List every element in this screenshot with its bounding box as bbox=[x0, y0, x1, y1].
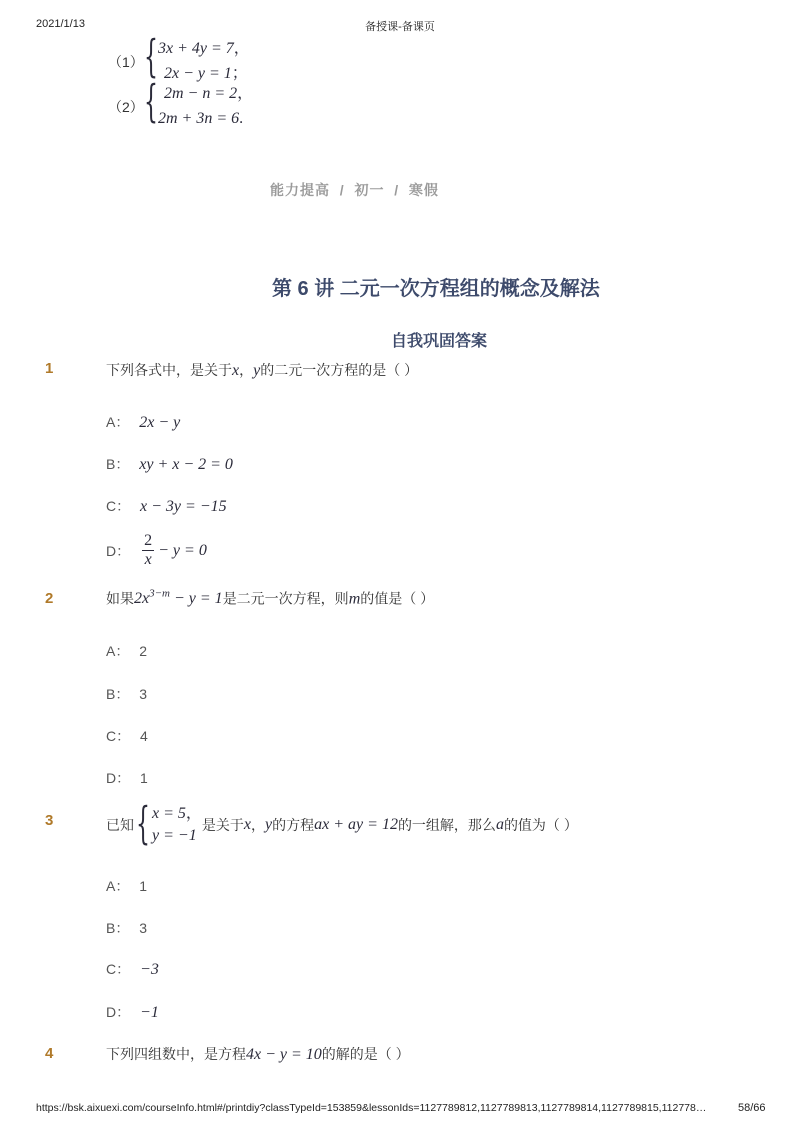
footer-url[interactable]: https://bsk.aixuexi.com/courseInfo.html#/printdiy?classTypeId=153859&lessonIds=1127789812,1127789813,1127789814,1127789815,112778… bbox=[36, 1102, 707, 1114]
left-brace-icon: { bbox=[136, 800, 150, 850]
text-segment: 的值是（ ） bbox=[360, 590, 435, 607]
option-c[interactable] bbox=[106, 726, 148, 746]
header-title: 备授课-备课页 bbox=[365, 21, 435, 33]
separator: ， bbox=[237, 85, 254, 102]
math-variable: x bbox=[232, 362, 240, 379]
separator: . bbox=[239, 110, 244, 127]
question-text bbox=[106, 1044, 410, 1064]
system-equation: x = 5 bbox=[152, 805, 186, 822]
system-equation: 2x − y = 1 bbox=[164, 65, 232, 82]
text-segment: 的方程 bbox=[272, 817, 315, 833]
option-d[interactable] bbox=[106, 1002, 159, 1022]
breadcrumb: 能力提高 / 初一 / 寒假 bbox=[270, 182, 439, 198]
math-variable: m bbox=[348, 590, 361, 608]
option-a[interactable] bbox=[106, 412, 180, 432]
math-expression: 4x − y = 10 bbox=[246, 1046, 322, 1063]
option-b[interactable] bbox=[106, 918, 147, 938]
option-value: 2 bbox=[139, 643, 148, 659]
header-date: 2021/1/13 bbox=[36, 18, 85, 30]
text-segment: 是二元一次方程，则 bbox=[222, 590, 349, 607]
separator: ， bbox=[233, 40, 250, 57]
text-segment: 的一组解，那么 bbox=[397, 817, 496, 833]
expression-base: 2x bbox=[134, 590, 150, 608]
option-label: C： bbox=[106, 498, 131, 514]
option-b[interactable] bbox=[106, 684, 147, 704]
section-title: 自我巩固答案 bbox=[391, 333, 488, 350]
text-segment: 是关于 bbox=[201, 817, 244, 833]
option-c[interactable] bbox=[106, 496, 227, 516]
text-segment: ， bbox=[239, 362, 254, 378]
option-label: B： bbox=[106, 686, 130, 702]
text-segment: 的二元一次方程的是（ ） bbox=[260, 362, 419, 378]
question-number: 2 bbox=[45, 590, 54, 607]
separator: ， bbox=[185, 805, 202, 822]
fraction bbox=[142, 532, 154, 569]
option-d[interactable] bbox=[106, 768, 148, 788]
text-segment: 下列四组数中，是方程 bbox=[106, 1046, 246, 1062]
question-number: 1 bbox=[45, 360, 54, 377]
option-value: x − 3y = −15 bbox=[140, 498, 227, 515]
separator: ； bbox=[231, 65, 248, 82]
option-value: xy + x − 2 = 0 bbox=[139, 456, 233, 473]
option-c[interactable] bbox=[106, 959, 159, 979]
option-label: A： bbox=[106, 414, 130, 430]
option-label: B： bbox=[106, 456, 130, 472]
text-segment: 的值为（ ） bbox=[503, 817, 578, 833]
question-number: 3 bbox=[45, 812, 54, 829]
option-value: 1 bbox=[140, 770, 148, 786]
system-equation: 3x + 4y = 7 bbox=[158, 40, 234, 57]
math-variable: x bbox=[243, 816, 252, 833]
question-text bbox=[106, 588, 434, 608]
text-segment: 如果 bbox=[106, 590, 134, 607]
option-label: D： bbox=[106, 1004, 131, 1020]
fraction-denominator: x bbox=[144, 551, 152, 568]
option-a[interactable] bbox=[106, 641, 147, 661]
expression-exponent: 3−m bbox=[149, 588, 170, 600]
fraction-numerator: 2 bbox=[144, 532, 153, 549]
lecture-title: 第 6 讲 二元一次方程组的概念及解法 bbox=[272, 278, 600, 300]
question-number: 4 bbox=[45, 1045, 54, 1062]
option-label: D： bbox=[106, 770, 131, 786]
system-equation: y = −1 bbox=[152, 827, 197, 844]
option-d[interactable] bbox=[106, 532, 207, 569]
question-text bbox=[106, 360, 418, 380]
system-lines bbox=[152, 803, 202, 847]
option-label: C： bbox=[106, 961, 131, 977]
math-expression: ax + ay = 12 bbox=[314, 816, 398, 833]
left-brace-icon: { bbox=[144, 33, 158, 84]
option-value: 2x − y bbox=[139, 414, 181, 431]
option-value: −3 bbox=[140, 961, 159, 978]
system-equation: 2m − n = 2 bbox=[164, 85, 238, 102]
math-variable: y bbox=[265, 816, 273, 833]
option-label: D： bbox=[106, 542, 131, 559]
option-label: B： bbox=[106, 920, 130, 936]
option-value: 3 bbox=[139, 920, 148, 936]
option-value: −1 bbox=[140, 1004, 159, 1021]
footer-page-number: 58/66 bbox=[738, 1102, 766, 1114]
option-value: − y = 0 bbox=[158, 541, 207, 559]
system-label: （2） bbox=[108, 99, 144, 115]
text-segment: 已知 bbox=[106, 817, 134, 833]
question-text bbox=[106, 800, 578, 850]
option-label: A： bbox=[106, 643, 130, 659]
text-segment: ， bbox=[251, 817, 266, 833]
option-value: 1 bbox=[139, 878, 148, 894]
option-label: C： bbox=[106, 728, 131, 744]
option-b[interactable] bbox=[106, 454, 233, 474]
expression-rest: − y = 1 bbox=[169, 590, 223, 608]
inline-equation-system bbox=[134, 800, 202, 850]
text-segment: 下列各式中，是关于 bbox=[106, 362, 232, 378]
math-variable: y bbox=[253, 362, 261, 379]
option-a[interactable] bbox=[106, 876, 147, 896]
option-label: A： bbox=[106, 878, 130, 894]
left-brace-icon: { bbox=[144, 78, 158, 129]
option-value: 4 bbox=[140, 728, 148, 744]
math-variable: a bbox=[495, 816, 504, 833]
text-segment: 的解的是（ ） bbox=[321, 1046, 410, 1062]
system-label: （1） bbox=[108, 54, 144, 70]
option-value: 3 bbox=[139, 686, 148, 702]
system-equation: 2m + 3n = 6 bbox=[158, 110, 240, 127]
math-expression bbox=[134, 590, 223, 607]
